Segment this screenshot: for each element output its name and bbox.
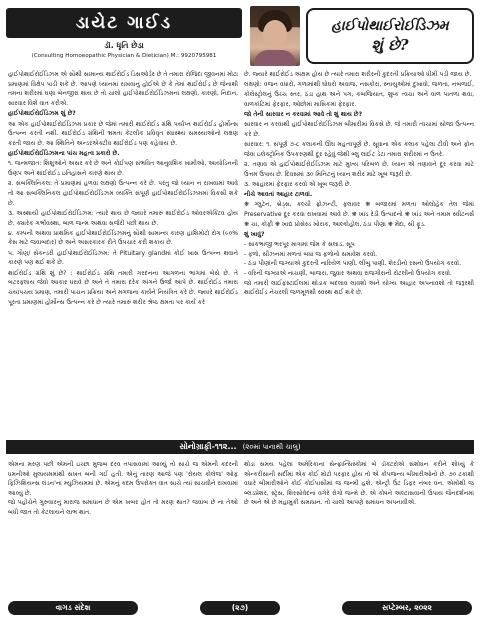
paragraph: સારવાર ન કરવાથી હાઈપોથાઈરોઈડિઝમ બીમારીમાં વિકસે છે. જે તમારી ત્વચામાં સોજા ઉત્પન્ન કરે છે. bbox=[244, 121, 474, 138]
section-bar-continued: (૨૦માં પાનાથી ચાલુ) bbox=[242, 442, 301, 451]
paragraph: ૨. સબક્લિનિકલ: તે પ્રમાણમાં હળવા લક્ષણો ઉત્પન્ન કરે છે. પરંતુ જો ધ્યાન ન રાખવામાં આવે તો આ સબક્લિનિકલ હાઈપોથાઈરોઈડિઝમ વ્યક્તિ સંપૂર્ણ હાઈપોથાઈરોઈડિઝમમાં વિકસી શકે છે. bbox=[8, 180, 238, 207]
list-item: - સાકભાજી ભરપૂર માત્રામાં જેમ કે સલાડ, સૂપ bbox=[244, 240, 474, 250]
article-subtitle: શું છે? bbox=[371, 36, 409, 54]
paragraph: ૩. આહારમાં ફેરફાર કરવો એ ખૂબ જરૂરી છે. bbox=[244, 180, 352, 188]
paragraph: ૪. કમ્પની અથવા પ્રાથમિક હાઈપોથાઈરોઈડિઝમનું સૌથી સામાન્ય કારણ હાશિમોટો રોગ (૯૦% કેસ માટે જવાબદાર) છે અને અસરકારક રીતે ઉપચાર કરી શકાય છે. bbox=[8, 229, 238, 247]
paragraph: જો તમારી લાઈફસ્ટાઈલમાં થોડાક બદલાવ લાવશો અને યોગ્ય આહાર અપનાવશો તો જરૂરથી થાઈરોઈડ નેચરલી જળમૂળથી સ્વસ્થ થઈ શકે છે. bbox=[244, 279, 474, 297]
paragraph: થાઈરોઈડ ગ્રંથિ શું છે? : થાઈરોઈડ ગ્રંથિ તમારી ગરદનના આગળના ભાગમાં બેસે છે. તે બટરફ્લાય જેવો આકાર ધરાવે છે અને તે તમારા દરેક અંગને ઉર્જા આપે છે. થાઈરોઈડ તમારા ચયાપચય પ્રમાણ, તમારી પાચન પ્રક્રિયા અને મગજના કાર્યને નિયંત્રિત કરે છે. જ્યારે થાઈરોઈડ પૂરતા પ્રમાણમાં હોર્મોન્સ ઉત્પન્ન કરે છે ત્યારે તમારું શરીર શ્રેષ્ઠ ક્ષમતા પર કાર્ય કરે bbox=[8, 269, 238, 306]
subheading: જો તેની સારવાર ન કરવામાં આવે તો શું થાય છે? bbox=[244, 110, 363, 118]
paragraph: ૨. તણાવ એ હાઈપોથાઈરોઈડિઝમ માટે મુખ્ય પરિબળ છે. ધ્યાન એ તણાવને દૂર કરવા માટે ઉત્તમ ઉપાય છે. દિવસમાં ૩૦ મિનિટનું ધ્યાન શરીર માટે ખૂબ જરૂરી છે. bbox=[244, 160, 474, 178]
footer-date: સપ્ટેમ્બર, ૨૦૨૨ bbox=[342, 601, 472, 615]
paragraph: સારવાર: ૧. સંપૂર્ણ ૭-૮ કલાકની ઊંઘ મહત્વપૂર્ણ છે. સૂવાના એક કલાક પહેલા ટીવી અને ફોન જેવા ઇલેક્ટ્રોનિક ઉપકરણથી દૂર રહેવું જેથી બ્લુ લાઈટ ડેટા તમારા શરીરમાં ન ઉતરે. bbox=[244, 140, 474, 158]
paragraph: આ એક હાઈપોથાઈરોઈડિઝમ પ્રકાર છે જેમાં તમારી થાઈરોઈડ ગ્રંથિ પર્યાપ્ત થાઈરોઈડ હોર્મોન્સ ઉત્પન્ન કરતી નથી. થાઈરોઈડ ગ્રંથિની ભ્રમતા કેટલીક પ્રવિવૃત સ્વાસ્થ્ય સમસ્યાઓનો લક્ષણ કરતી જાય છે. આ સ્થિતિને અન્ડરએક્ટીવ થાઈરોઈડ પણ કહેવાય છે. bbox=[8, 120, 238, 147]
author-name: ડૉ. ધૃતિ છેડા bbox=[104, 41, 144, 50]
list-item: - ઠંડા પીણાંની જગ્યાએ કુદરતી નારિયેળ પાણી, લીંબુ પાણી, શેરડીનો રસનો ઉપયોગ કરવો. bbox=[244, 259, 474, 269]
photo-shirt bbox=[254, 50, 296, 66]
section-banner: ડાયેટ ગાઈડ bbox=[6, 8, 242, 38]
paragraph: ૧. જન્મજાત: શિશુઓને અસર કરે છે અને કોઈપણ સંભવિત આનુવંશિક ખામીઓ, આયોડિનની ઉણપ અને થાઈરોઈડ ઇતિહાસને કારણે થાય છે. bbox=[8, 160, 238, 178]
footer-publication: વાગડ સંદેશ bbox=[8, 601, 138, 615]
paragraph: લક્ષણો: વજન વધારો, ગળામાંથી ઘોઘરો અવાજ, નસકોરા, સ્નાયુઓમાં દુખાવો, જળતા, નબળાઈ, કોલેસ્ટ્રોલનું ઉચ્ચ સ્તર, ઠંડા હાથ અને પગ, કબજિયાત, શુષ્ક ત્વચા અને વાળ પાતળા થવા, વાળકાંટિમાં ફેરફાર, ઓછોમાં માસિકમાં ફેરફાર. bbox=[244, 81, 474, 108]
section-bar bbox=[6, 440, 474, 454]
paragraph: હાઈપોથાઈરોઈડિઝમ એ સૌથી સામાન્ય થાઈરોઈડ ડિસઓર્ડર છે તે તમારા રોજિંદા જીવનમાં મોટા પ્રમાણમાં વિક્ષેપ પાડી શકે છે. આપણે ધ્યાનમાં રાખવાનું હોઈએ છે કે તેમાં થાઈરોઈડ છે જેનાથી તમના શરીરમાં ઘણા બેનજીરા થાય છે તો ચાલો હાઈપોથાઈરોઈડિઝમના લક્ષણો, કારણો, નિદાન, સારવાર વિશે વાત કરીએ. bbox=[8, 71, 238, 108]
subheading: શું ખાવું? bbox=[244, 230, 265, 238]
subheading: હાઈપોથાઈરોઈડિઝમના પાંચ મહત્વ પ્રકારો છે. bbox=[8, 150, 120, 158]
right-column bbox=[244, 70, 474, 299]
author-credentials: (Consulting Homoeopathic Physician & Dietician) M.: 9920795981 bbox=[31, 53, 217, 59]
article-title-box bbox=[306, 8, 474, 64]
bottom-right-text bbox=[244, 460, 474, 508]
article-header bbox=[6, 6, 474, 68]
paragraph: છે. જ્યારે થાઈરોઈડ અક્ષમ હોય છે ત્યારે તમારા શરીરની કુદરતી પ્રક્રિયાઓ ધીમી પડી જાય છે. bbox=[244, 71, 472, 78]
bottom-left-text bbox=[8, 460, 238, 518]
section-bar-label: સોનોગ્રાફી-૧૧૨... bbox=[179, 442, 237, 451]
list-item: - ફળો, સીઝનમાં મળતાં બધા જ ફળોનો સમાવેશ કરવો. bbox=[244, 250, 474, 260]
subheading: નીચે આવતાં આહાર ટાળવાં. bbox=[244, 190, 313, 198]
paragraph: ૫. ગૌણ/ સેકન્ડરી હાઈપોથાઈરોઈડિઝમ: તે Pituitary glandમાં કોઈ ખાસ ઉત્પન્ન થવાને કારણે પણ થઈ શકે છે. bbox=[8, 249, 238, 267]
bottom-left-paragraph: એમના મરણ પછી એમની ઇચ્છા મુજબ દરવ તપાસવામાં આવ્યું તો સાચે જ એમની કદરની ધમનીઓ મુલાયમમાંથી સખત બની ગઈ હતી. એનું તારણ આજે પણ 'રોયલ કોલેજ' ઓફ ફિઝિશિયન્સ લંડન'ના મ્યુઝિયમમાં છે. એમનું કદમ ઉપરોક્ત વાત સાચે ત્યાં સાચવીને રાખવામાં આવ્યું છે. જો પહોંચેને ગુરુવારનું મારાજ સમાધાન છે એમ ખબર હોત તો મરણ થાત? જવાબ છે ના તેઓ બધી જાત તો કેટલાયને લાભ થાત. bbox=[8, 461, 238, 516]
page-footer bbox=[0, 598, 480, 618]
article-title: હાઈપોથાઈરોઈડિઝમ bbox=[331, 18, 449, 34]
paragraph: ❋ ગ્લુટેન, બ્રેડ્સ, કલ્ચી ફ્રોઝન્ટી, ફલાવર ❋ બજારમાં મળતા ઓલોહેક તેલ જેમાં Preservative દૂર કરવા રાખવામાં આવે છે. ❋ ખાંડ રેડી ઉત્પાદનો ❋ ખાંડ અને તમામ સ્વીટનર્સ ❋ ચા, કોફી ❋ ખાદ્ય પ્રોસેસ્ડ ખોરાક, આલ્કોહોલ, ઠંડા પીણા ❋ મેંદા, સી ફૂડ. bbox=[244, 201, 474, 228]
bullet-list bbox=[244, 240, 474, 279]
footer-page-number: (૨૭) bbox=[200, 601, 280, 615]
author-photo bbox=[250, 6, 300, 66]
paragraph: ૩. અસ્થાયી હાઈપોથાઈરોઈડિઝમ: ત્યારે થાય છે જ્યારે તમારું થાઈરોઈડ ઓવરએક્ટિવ હોય છે. ક્યારેક ગર્ભાવસ્થા, બાળ જન્મ અથવા સર્જરી પછી થાય છે. bbox=[8, 209, 238, 227]
photo-face bbox=[263, 20, 287, 48]
list-item: - વરિની જગ્યાએ નાચણી, બાજરા, જુવાર અથવા રાજગીરાની રોટલીનો ઉપયોગ કરવો. bbox=[244, 269, 474, 279]
left-column bbox=[8, 70, 238, 308]
bottom-right-paragraph: થોડા સમય પહેલા અમેરિકાના સેન્ફ્રાન્સિસ્કોમાં બે ડૉક્ટરોએ સંશોધન કરીને શોધ્યું કે એન્કરીસાની સર્દીમાં એક કોઈ મોટો પરફાર હોય તો એ કોંપજન્ય બીમારીઓનો છે. ૭૦ ટકાથી વધારે બીમારીઓને કોઈ કોઈપાસીમાં જ જન્મી હશે. એન્ટ્રી ઉંટ ડિફર નંબર વન. એમોંથી જ બ્લડપ્રેશર, સ્ટ્રેસ, શિરસોવેદના વગેરે રોગો જન્મે છે. એ કોષને અલ્ટાસવાની ઉપાય જૈનદર્શનમાં છે અને એ છે મહામુકી સમાધાન. તો ચાલો આપણે સમાધન અપનાવીએ. bbox=[244, 461, 474, 507]
subheading: હાઈપોથાઈરોઈડિઝમ શું છે? bbox=[8, 110, 76, 118]
